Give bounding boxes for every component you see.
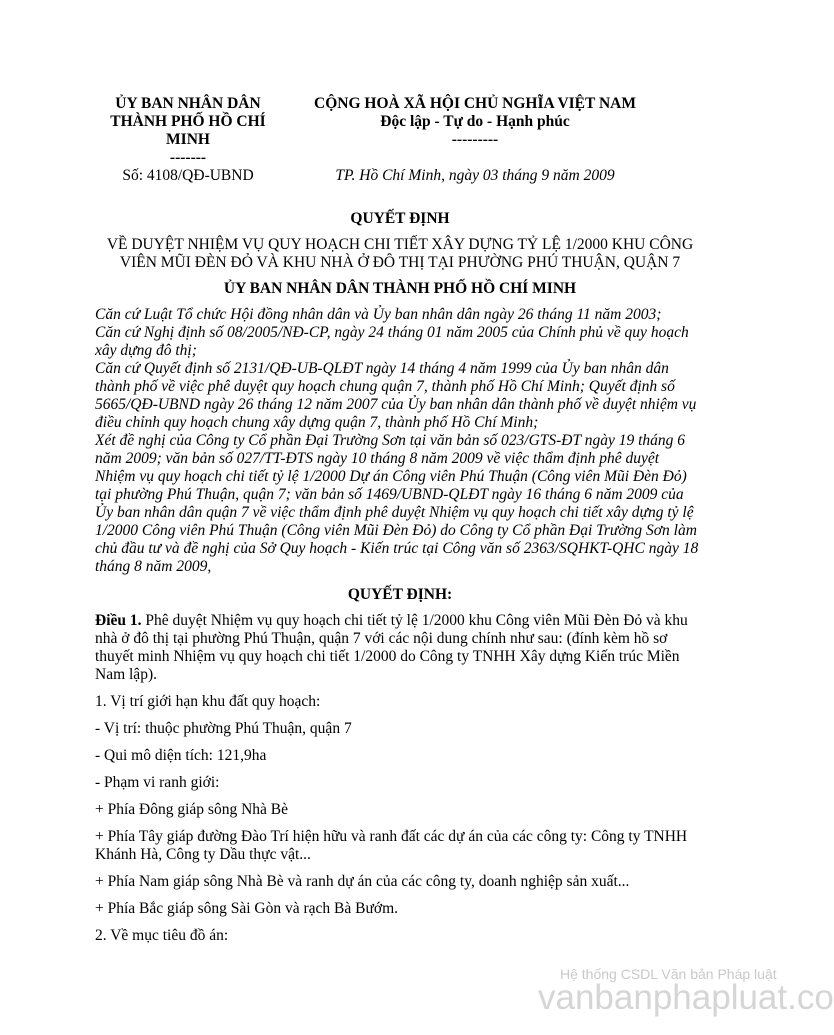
clause: - Phạm vi ranh giới: [95, 774, 220, 791]
article-1 [95, 612, 700, 684]
clause: 2. Về mục tiêu đồ án: [95, 927, 229, 944]
subtitle-line: VỀ DUYỆT NHIỆM VỤ QUY HOẠCH CHI TIẾT XÂY DỰNG TỶ LỆ 1/2000 KHU CÔNG [106, 236, 694, 253]
clause: 1. Vị trí giới hạn khu đất quy hoạch: [95, 693, 321, 710]
authority-line: THÀNH PHỐ HỒ CHÍ [110, 113, 266, 130]
clause: + Phía Bắc giáp sông Sài Gòn và rạch Bà Bướm. [95, 900, 398, 917]
legal-basis: Căn cứ Quyết định số 2131/QĐ-UB-QLĐT ngày 14 tháng 4 năm 1999 của Ủy ban nhân dân thành phố về việc phê duyệt quy hoạch chung quận 7, thành phố Hồ Chí Minh; Quyết định số 5665/QĐ-UBND ngày 26 tháng 12 năm 2007 của Ủy ban nhân dân thành phố về duyệt nhiệm vụ điều chỉnh quy hoạch chung xây dựng quận 7, thành phố Hồ Chí Minh; [95, 360, 697, 431]
watermark-caption: Hệ thống CSDL Văn bản Pháp luật [560, 966, 777, 982]
watermark-site: vanbanphapluat.co [538, 978, 834, 1017]
motto-divider: --------- [451, 131, 499, 148]
authority-line: ỦY BAN NHÂN DÂN [115, 95, 261, 112]
subtitle-line: VIÊN MŨI ĐÈN ĐỎ VÀ KHU NHÀ Ở ĐÔ THỊ TẠI PHƯỜNG PHÚ THUẬN, QUẬN 7 [119, 254, 681, 271]
clause: - Vị trí: thuộc phường Phú Thuận, quận 7 [95, 720, 352, 737]
clause: - Qui mô diện tích: 121,9ha [95, 747, 267, 764]
country-name: CỘNG HOÀ XÃ HỘI CHỦ NGHĨA VIỆT NAM [314, 95, 636, 112]
authority-line: MINH [166, 131, 210, 148]
issuer-heading: ỦY BAN NHÂN DÂN THÀNH PHỐ HỒ CHÍ MINH [223, 280, 577, 297]
legal-basis: Căn cứ Nghị định số 08/2005/NĐ-CP, ngày 24 tháng 01 năm 2005 của Chính phủ về quy hoạch xây dựng đô thị; [95, 324, 689, 359]
article-label: Điều 1. [95, 612, 142, 629]
document-title: QUYẾT ĐỊNH [350, 210, 450, 227]
issuing-authority [98, 95, 278, 167]
clause: + Phía Nam giáp sông Nhà Bè và ranh dự án của các công ty, doanh nghiệp sản xuất... [95, 873, 630, 890]
document-subtitle [95, 236, 705, 272]
document-date: TP. Hồ Chí Minh, ngày 03 tháng 9 năm 2009 [335, 167, 615, 184]
legal-basis: Căn cứ Luật Tổ chức Hội đồng nhân dân và Ủy ban nhân dân ngày 26 tháng 11 năm 2003; [95, 306, 662, 323]
clause: + Phía Đông giáp sông Nhà Bè [95, 801, 289, 818]
decision-heading: QUYẾT ĐỊNH: [347, 586, 453, 603]
legal-basis: Xét đề nghị của Công ty Cổ phần Đại Trường Sơn tại văn bản số 023/GTS-ĐT ngày 19 tháng 6 năm 2009; văn bản số 027/TT-ĐTS ngày 10 tháng 8 năm 2009 về việc thẩm định phê duyệt Nhiệm vụ quy hoạch chi tiết tỷ lệ 1/2000 Dự án Công viên Phú Thuận (Công viên Mũi Đèn Đỏ) tại phường Phú Thuận, quận 7; văn bản số 1469/UBND-QLĐT ngày 16 tháng 6 năm 2009 của Ủy ban nhân dân quận 7 về việc thẩm định phê duyệt Nhiệm vụ quy hoạch chi tiết xây dựng tỷ lệ 1/2000 Công viên Phú Thuận (Công viên Mũi Đèn Đỏ) do Công ty Cổ phần Đại Trường Sơn làm chủ đầu tư và đề nghị của Sở Quy hoạch - Kiến trúc tại Công văn số 2363/SQHKT-QHC ngày 18 tháng 8 năm 2009, [95, 432, 699, 575]
clause: + Phía Tây giáp đường Đào Trí hiện hữu và ranh đất các dự án của các công ty: Công ty TNHH Khánh Hà, Công ty Dầu thực vật... [95, 828, 688, 863]
document-number: Số: 4108/QĐ-UBND [122, 167, 254, 184]
article-text: Phê duyệt Nhiệm vụ quy hoạch chi tiết tỷ lệ 1/2000 khu Công viên Mũi Đèn Đỏ và khu nhà ở đô thị tại phường Phú Thuận, quận 7 với các nội dung chính như sau: (đính kèm hồ sơ thuyết minh Nhiệm vụ quy hoạch chi tiết 1/2000 do Công ty TNHH Xây dựng Kiến trúc Miền Nam lập). [95, 612, 688, 683]
legal-bases [95, 306, 700, 576]
motto: Độc lập - Tự do - Hạnh phúc [380, 113, 570, 130]
decision-body [95, 612, 700, 954]
authority-divider: ------- [169, 149, 207, 166]
national-motto [300, 95, 650, 149]
